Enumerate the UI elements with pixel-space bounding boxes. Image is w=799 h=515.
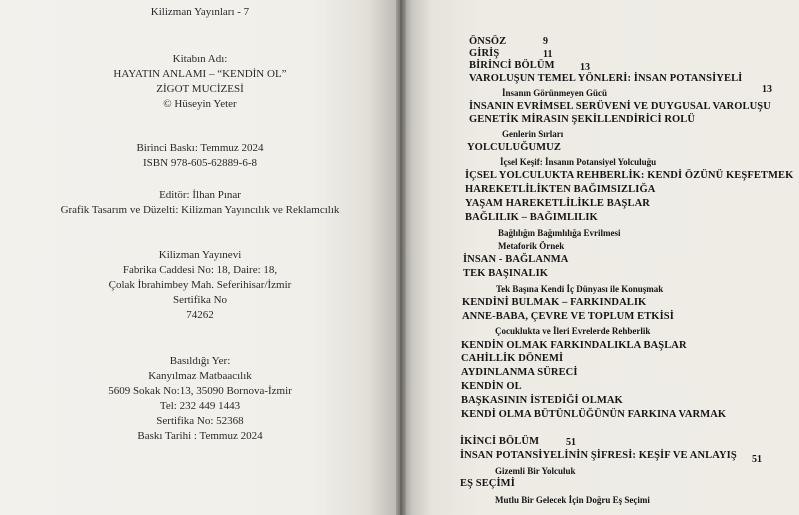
isbn: ISBN 978-605-62889-6-8 <box>143 157 257 169</box>
toc-title-anne-baba: ANNE-BABA, ÇEVRE VE TOPLUM ETKİSİ <box>462 311 674 322</box>
toc-title-kendin-olmak: KENDİN OLMAK FARKINDALIKLA BAŞLAR <box>461 340 687 351</box>
printer-name: Kanyılmaz Matbaacılık <box>148 370 252 382</box>
toc-title-sifresi: İNSAN POTANSİYELİNİN ŞİFRESİ: KEŞİF VE ANLAYIŞ <box>460 450 737 461</box>
publisher-certificate-number: 74262 <box>186 309 214 321</box>
editor: Editör: İlhan Pınar <box>159 189 241 201</box>
graphic-design: Grafik Tasarım ve Düzelti: Kilizman Yayıncılık ve Reklamcılık <box>60 204 340 216</box>
toc-title-aydinlanma: AYDINLANMA SÜRECİ <box>461 367 578 378</box>
toc-title-yolculugumuz: YOLCULUĞUMUZ <box>467 142 561 153</box>
toc-title-varolusun: VAROLUŞUN TEMEL YÖNLERİ: İNSAN POTANSİYELİ <box>469 73 743 84</box>
publisher-address-1: Fabrika Caddesi No: 18, Daire: 18, <box>122 264 278 276</box>
publisher-address-2: Çolak İbrahimbey Mah. Seferihisar/İzmir <box>108 279 292 291</box>
toc-title-bagliligin: Bağlılığın Bağımlılığa Evrilmesi <box>498 228 621 238</box>
book-title-label: Kitabın Adı: <box>172 53 228 65</box>
toc-title-cahillik: CAHİLLİK DÖNEMİ <box>461 353 564 364</box>
toc-title-tek-basina: Tek Başına Kendi İç Dünyası ile Konuşmak <box>496 284 664 294</box>
series-line: Kilizman Yayınları - 7 <box>150 6 250 18</box>
toc-page-birinci-bolum: 13 <box>580 62 590 73</box>
toc-title-ikinci-bolum: İKİNCİ BÖLÜM <box>460 436 540 447</box>
toc-title-icsel-yolculuk: İÇSEL YOLCULUKTA REHBERLİK: KENDİ ÖZÜNÜ KEŞFETMEK <box>465 170 794 181</box>
print-date: Baskı Tarihi : Temmuz 2024 <box>137 430 263 442</box>
toc-page-ikinci-bolum: 51 <box>566 437 576 448</box>
toc-title-hareketlilikten: HAREKETLİLİKTEN BAĞIMSIZLIĞA <box>465 184 656 195</box>
printer-address: 5609 Sokak No:13, 35090 Bornova-İzmir <box>108 385 292 397</box>
toc-title-kendin-ol: KENDİN OL <box>461 381 522 392</box>
toc-title-icsel-kesif: İçsel Keşif: İnsanın Potansiyel Yolculuğu <box>500 157 657 167</box>
book-subtitle: ZİGOT MUCİZESİ <box>156 83 244 95</box>
toc-title-cocuklukta: Çocuklukta ve İleri Evrelerde Rehberlik <box>495 326 651 336</box>
publisher-name: Kilizman Yayınevi <box>158 249 242 261</box>
toc-title-birinci-bolum: BİRİNCİ BÖLÜM <box>469 60 555 71</box>
toc-title-kendi-olma: KENDİ OLMA BÜTÜNLÜĞÜNÜN FARKINA VARMAK <box>461 409 727 420</box>
publisher-certificate-label: Sertifika No <box>172 294 228 306</box>
toc-title-gorunmeyen-guc: İnsanın Görünmeyen Gücü <box>502 88 608 98</box>
toc-title-evrimsel: İNSANIN EVRİMSEL SERÜVENİ VE DUYGUSAL VAROLUŞU <box>469 101 771 112</box>
first-edition: Birinci Baskı: Temmuz 2024 <box>136 142 264 154</box>
toc-title-es-secimi: EŞ SEÇİMİ <box>460 478 515 489</box>
printer-phone: Tel: 232 449 1443 <box>159 400 241 412</box>
toc-title-metaforik: Metaforik Örnek <box>498 241 565 251</box>
copyright-holder: © Hüseyin Yeter <box>163 98 237 110</box>
toc-title-yasam: YAŞAM HAREKETLİLİKLE BAŞLAR <box>465 198 650 209</box>
toc-title-genlerin: Genlerin Sırları <box>502 129 564 139</box>
toc-title-baskasinin: BAŞKASININ İSTEDİĞİ OLMAK <box>461 395 623 406</box>
print-place-label: Basıldığı Yer: <box>169 355 231 367</box>
toc-page-giris: 11 <box>543 49 553 60</box>
printer-certificate: Sertifika No: 52368 <box>156 415 244 427</box>
toc-title-onsoz: ÖNSÖZ <box>469 36 507 47</box>
book-gutter <box>396 0 406 515</box>
toc-page-onsoz: 9 <box>543 36 548 47</box>
toc-page-sifresi: 51 <box>752 454 762 465</box>
toc-title-insan-baglanma: İNSAN - BAĞLANMA <box>463 254 569 265</box>
toc-title-mutlu: Mutlu Bir Gelecek İçin Doğru Eş Seçimi <box>495 495 650 505</box>
book-title: HAYATIN ANLAMI – “KENDİN OL” <box>113 68 287 80</box>
toc-page-varolusun: 13 <box>762 84 772 95</box>
toc-title-genetik: GENETİK MİRASIN ŞEKİLLENDİRİCİ ROLÜ <box>469 114 696 125</box>
toc-title-kendini-bulmak: KENDİNİ BULMAK – FARKINDALIK <box>462 297 647 308</box>
toc-title-giris: GİRİŞ <box>469 48 500 59</box>
toc-title-gizemli: Gizemli Bir Yolculuk <box>495 466 576 476</box>
toc-title-tek-basinalik: TEK BAŞINALIK <box>463 268 549 279</box>
toc-title-baglilik: BAĞLILIK – BAĞIMLILIK <box>465 212 598 223</box>
